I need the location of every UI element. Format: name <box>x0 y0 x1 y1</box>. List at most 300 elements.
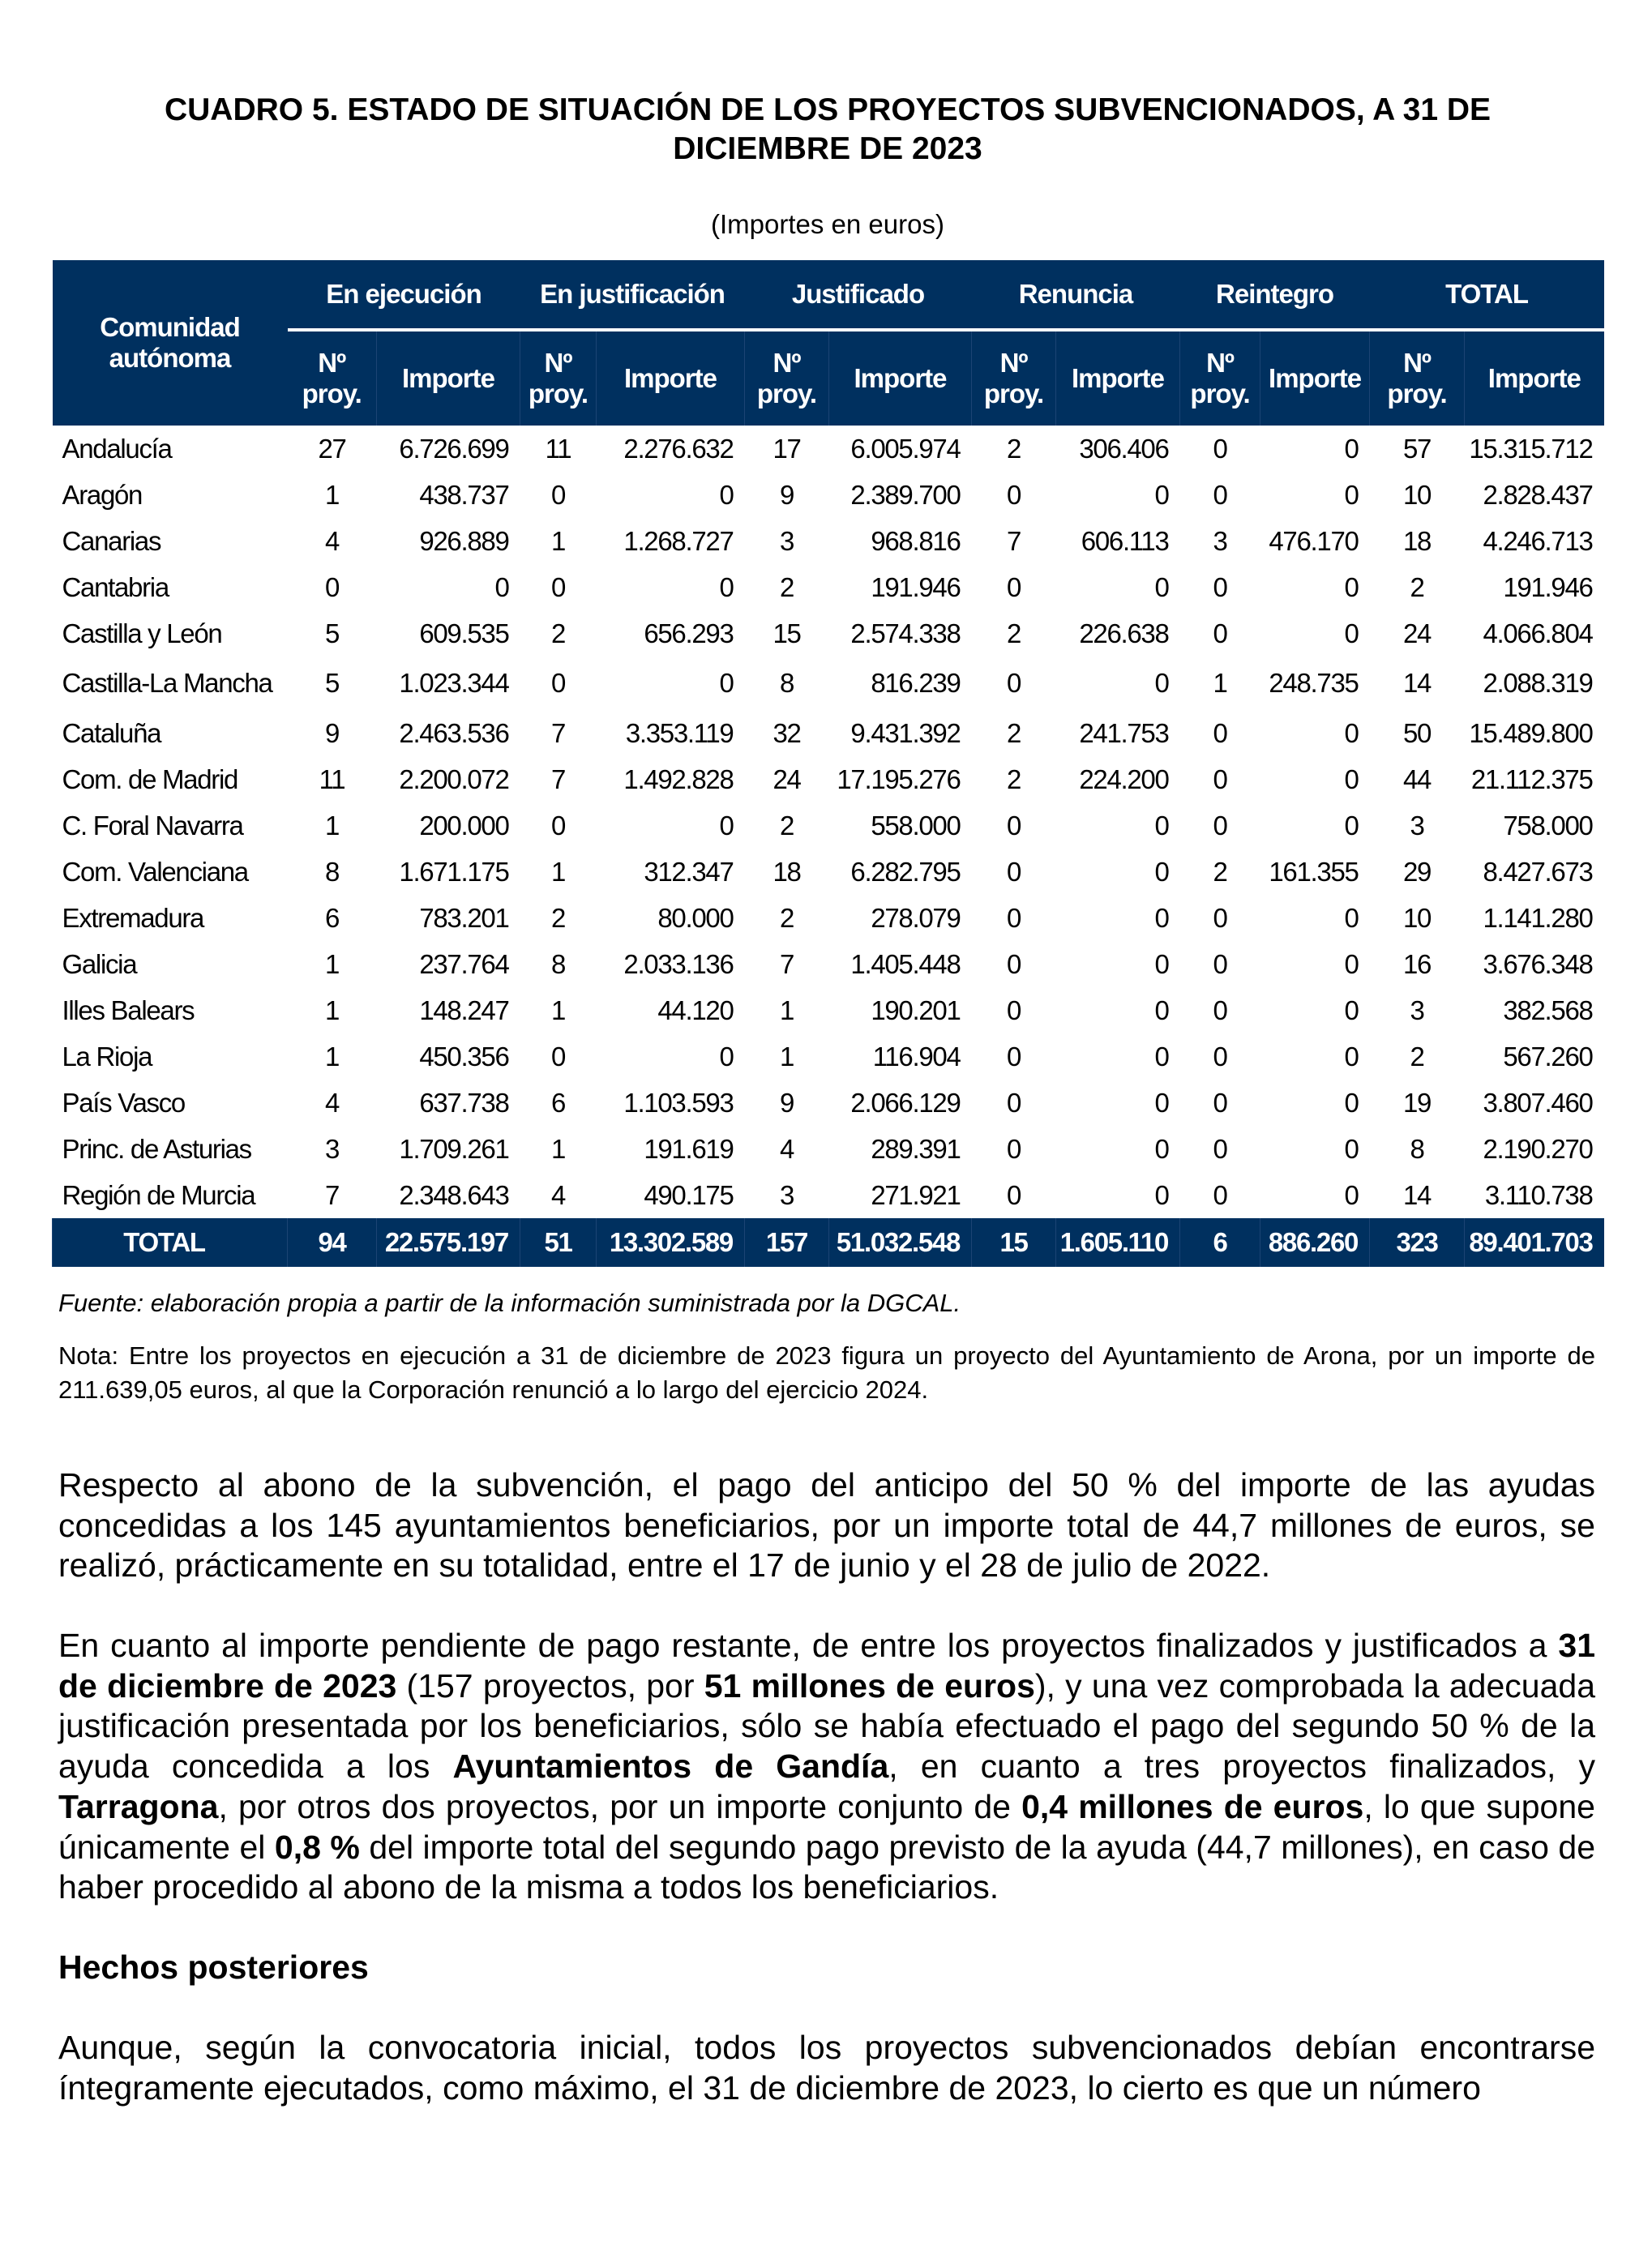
cell-num-projects: 3 <box>1213 525 1227 556</box>
cell-num-projects: 3 <box>779 525 794 556</box>
cell-num-projects: 1 <box>324 995 340 1025</box>
column-header-importe: Importe <box>1260 330 1370 426</box>
cell-importe: 0 <box>1344 1087 1359 1118</box>
cell-num-projects: 14 <box>1402 668 1432 698</box>
column-group-header: TOTAL <box>1370 260 1604 330</box>
cell-num-projects: 2 <box>550 902 566 933</box>
cell-num-projects: 94 <box>288 1218 377 1267</box>
column-group-header: Renuncia <box>972 260 1180 330</box>
cell-importe: 3.807.460 <box>1483 1087 1593 1118</box>
cell-importe: 312.347 <box>644 856 734 887</box>
column-header-importe: Importe <box>1056 330 1180 426</box>
cell-num-projects: 50 <box>1402 717 1432 748</box>
column-header-num-projects <box>520 330 597 426</box>
cell-importe: 783.201 <box>419 902 509 933</box>
cell-num-projects: 2 <box>550 618 566 648</box>
cell-importe: 3.676.348 <box>1483 948 1593 979</box>
cell-num-projects: 0 <box>1006 1133 1021 1164</box>
header-line: Nº <box>318 348 346 378</box>
cell-importe: 0 <box>719 571 734 602</box>
bold-text: Ayuntamientos de Gandía <box>452 1747 889 1786</box>
cell-importe: 148.247 <box>419 995 509 1025</box>
cell-comunidad: Princ. de Asturias <box>62 1133 251 1164</box>
header-line: Nº <box>544 348 572 378</box>
cell-num-projects: 0 <box>550 810 566 841</box>
bold-text: 31 de diciembre de 2023 <box>58 1627 1595 1705</box>
cell-num-projects: 5 <box>324 668 340 698</box>
paragraph-payment-advance: Respecto al abono de la subvención, el pago del anticipo del 50 % del importe de las ayudas concedidas a los 145 ayuntamientos beneficiarios, por un importe total de 44,7 millones de euros, se realizó, prácticamente en su totalidad, entre el 17 de junio y el 28 de julio de 2022. <box>58 1466 1595 1585</box>
cell-num-projects: 0 <box>1213 571 1227 602</box>
text-segment: del importe total del segundo pago previsto de la ayuda (44,7 millones), en caso de haber procedido al abono de la misma a todos los beneficiarios. <box>58 1828 1595 1906</box>
table-row <box>53 518 1604 564</box>
cell-num-projects: 0 <box>1213 810 1227 841</box>
cell-comunidad: Andalucía <box>62 433 172 464</box>
cell-num-projects: 1 <box>324 948 340 979</box>
cell-num-projects: 27 <box>318 433 346 464</box>
cell-importe: 567.260 <box>1503 1041 1593 1072</box>
cell-importe: 0 <box>1154 479 1169 510</box>
text-segment: (157 proyectos, por <box>396 1666 704 1705</box>
cell-num-projects: 3 <box>1410 995 1424 1025</box>
cell-importe: 1.492.828 <box>623 764 734 794</box>
cell-comunidad: Cantabria <box>62 571 169 602</box>
cell-num-projects: 5 <box>324 618 340 648</box>
table-title <box>52 91 1603 169</box>
cell-comunidad: Cataluña <box>62 717 161 748</box>
cell-num-projects: 9 <box>779 1087 794 1118</box>
column-header-num-projects <box>745 330 829 426</box>
bold-text: Tarragona <box>58 1787 219 1825</box>
bold-text: 0,4 millones de euros <box>1021 1787 1364 1825</box>
cell-num-projects: 4 <box>324 1087 340 1118</box>
cell-importe: 2.088.319 <box>1483 668 1593 698</box>
cell-num-projects: 0 <box>1213 1087 1227 1118</box>
cell-importe: 161.355 <box>1269 856 1359 887</box>
cell-num-projects: 8 <box>1410 1133 1424 1164</box>
cell-importe: 0 <box>1154 995 1169 1025</box>
cell-num-projects: 44 <box>1402 764 1432 794</box>
cell-num-projects: 2 <box>1213 856 1227 887</box>
paragraph-subsequent-events: Aunque, según la convocatoria inicial, todos los proyectos subvencionados debían encontrarse íntegramente ejecutados, como máximo, el 31 de diciembre de 2023, lo cierto es que un número <box>58 2029 1595 2107</box>
cell-importe: 51.032.548 <box>829 1218 972 1267</box>
cell-importe: 2.276.632 <box>623 433 734 464</box>
cell-importe: 3.110.738 <box>1484 1179 1593 1210</box>
cell-num-projects: 18 <box>1402 525 1432 556</box>
column-header-comunidad <box>53 260 288 426</box>
cell-comunidad: TOTAL <box>53 1218 288 1267</box>
cell-importe: 4.066.804 <box>1483 618 1593 648</box>
cell-importe: 0 <box>1344 618 1359 648</box>
cell-num-projects: 18 <box>773 856 801 887</box>
cell-num-projects: 16 <box>1402 948 1432 979</box>
cell-num-projects: 0 <box>550 1041 566 1072</box>
cell-importe: 758.000 <box>1503 810 1593 841</box>
header-line: Nº <box>999 348 1028 378</box>
cell-importe: 816.239 <box>871 668 961 698</box>
cell-num-projects: 24 <box>773 764 801 794</box>
cell-comunidad: Castilla y León <box>62 618 222 648</box>
cell-num-projects: 2 <box>1410 1041 1424 1072</box>
table-row <box>53 941 1604 987</box>
cell-num-projects: 29 <box>1402 856 1432 887</box>
cell-num-projects: 19 <box>1402 1087 1432 1118</box>
header-line: proy. <box>302 379 362 409</box>
cell-num-projects: 2 <box>1006 433 1021 464</box>
table-row <box>53 657 1604 710</box>
cell-importe: 968.816 <box>871 525 961 556</box>
cell-num-projects: 0 <box>550 668 566 698</box>
cell-importe: 9.431.392 <box>850 717 961 748</box>
cell-num-projects: 9 <box>779 479 794 510</box>
cell-importe: 271.921 <box>871 1179 961 1210</box>
cell-num-projects: 1 <box>779 995 794 1025</box>
cell-num-projects: 1 <box>550 1133 566 1164</box>
cell-importe: 241.753 <box>1079 717 1169 748</box>
cell-comunidad: Región de Murcia <box>62 1179 255 1210</box>
table-title-line-1: CUADRO 5. ESTADO DE SITUACIÓN DE LOS PROYECTOS SUBVENCIONADOS, A 31 DE <box>164 92 1492 127</box>
cell-num-projects: 10 <box>1402 902 1432 933</box>
cell-comunidad: País Vasco <box>62 1087 185 1118</box>
cell-importe: 0 <box>1344 948 1359 979</box>
cell-num-projects: 24 <box>1402 618 1432 648</box>
column-header-importe: Importe <box>829 330 972 426</box>
cell-importe: 1.268.727 <box>623 525 734 556</box>
cell-num-projects: 8 <box>324 856 340 887</box>
cell-importe: 191.619 <box>644 1133 734 1164</box>
cell-num-projects: 4 <box>779 1133 794 1164</box>
column-header-importe: Importe <box>1465 330 1604 426</box>
cell-comunidad: C. Foral Navarra <box>62 810 243 841</box>
cell-importe: 1.709.261 <box>399 1133 509 1164</box>
cell-num-projects: 1 <box>550 856 566 887</box>
cell-num-projects: 7 <box>324 1179 340 1210</box>
cell-importe: 17.195.276 <box>837 764 961 794</box>
cell-importe: 558.000 <box>871 810 961 841</box>
cell-num-projects: 6 <box>324 902 340 933</box>
cell-comunidad: Galicia <box>62 948 137 979</box>
cell-comunidad: Castilla-La Mancha <box>62 668 272 698</box>
header-line: Nº <box>773 348 801 378</box>
column-header-line: Comunidad <box>100 312 240 342</box>
header-line: proy. <box>528 379 588 409</box>
cell-importe: 609.535 <box>419 618 509 648</box>
cell-num-projects: 2 <box>1006 618 1021 648</box>
column-header-num-projects <box>1180 330 1260 426</box>
cell-num-projects: 1 <box>324 810 340 841</box>
text-segment: , en cuanto a tres proyectos finalizados, y <box>888 1747 1595 1786</box>
table-row <box>53 1172 1604 1218</box>
cell-num-projects: 2 <box>779 902 794 933</box>
cell-importe: 0 <box>1344 1041 1359 1072</box>
total-row <box>53 1218 1604 1267</box>
cell-num-projects: 0 <box>1213 618 1227 648</box>
cell-importe: 8.427.673 <box>1483 856 1593 887</box>
cell-importe: 0 <box>1154 571 1169 602</box>
cell-importe: 6.726.699 <box>399 433 509 464</box>
cell-importe: 886.260 <box>1260 1218 1370 1267</box>
cell-importe: 1.103.593 <box>623 1087 734 1118</box>
cell-comunidad: Aragón <box>62 479 143 510</box>
cell-num-projects: 0 <box>1006 1087 1021 1118</box>
cell-num-projects: 0 <box>1006 810 1021 841</box>
cell-num-projects: 0 <box>1006 479 1021 510</box>
cell-importe: 80.000 <box>657 902 734 933</box>
table-row <box>53 426 1604 472</box>
cell-importe: 656.293 <box>644 618 734 648</box>
cell-importe: 2.389.700 <box>850 479 961 510</box>
cell-importe: 4.246.713 <box>1483 525 1593 556</box>
cell-importe: 2.463.536 <box>399 717 509 748</box>
cell-importe: 0 <box>1154 1041 1169 1072</box>
cell-importe: 0 <box>719 479 734 510</box>
cell-num-projects: 3 <box>324 1133 340 1164</box>
cell-importe: 0 <box>719 810 734 841</box>
cell-num-projects: 7 <box>550 764 566 794</box>
cell-importe: 22.575.197 <box>377 1218 520 1267</box>
cell-importe: 224.200 <box>1079 764 1169 794</box>
table-row <box>53 895 1604 941</box>
cell-importe: 0 <box>1154 668 1169 698</box>
cell-comunidad: Extremadura <box>62 902 204 933</box>
cell-importe: 15.489.800 <box>1469 717 1593 748</box>
cell-comunidad: Illes Balears <box>62 995 195 1025</box>
cell-importe: 200.000 <box>419 810 509 841</box>
cell-comunidad: La Rioja <box>62 1041 152 1072</box>
cell-num-projects: 0 <box>1213 902 1227 933</box>
cell-importe: 116.904 <box>872 1041 961 1072</box>
cell-num-projects: 0 <box>550 479 566 510</box>
cell-importe: 6.005.974 <box>850 433 961 464</box>
cell-num-projects: 10 <box>1402 479 1432 510</box>
cell-num-projects: 2 <box>1410 571 1424 602</box>
cell-num-projects: 323 <box>1370 1218 1465 1267</box>
cell-num-projects: 11 <box>319 764 345 794</box>
cell-num-projects: 8 <box>779 668 794 698</box>
cell-importe: 0 <box>1344 571 1359 602</box>
cell-num-projects: 1 <box>550 995 566 1025</box>
cell-importe: 382.568 <box>1503 995 1593 1025</box>
cell-num-projects: 0 <box>1213 479 1227 510</box>
cell-num-projects: 0 <box>1006 995 1021 1025</box>
cell-importe: 289.391 <box>871 1133 961 1164</box>
cell-comunidad: Com. de Madrid <box>62 764 238 794</box>
cell-num-projects: 0 <box>1006 1041 1021 1072</box>
cell-num-projects: 4 <box>324 525 340 556</box>
text-segment: En cuanto al importe pendiente de pago restante, de entre los proyectos finalizados y justificados a <box>58 1627 1559 1664</box>
cell-importe: 15.315.712 <box>1469 433 1593 464</box>
paragraph-pending-payment <box>58 1626 1595 1908</box>
cell-num-projects: 15 <box>773 618 801 648</box>
footnote: Nota: Entre los proyectos en ejecución a 31 de diciembre de 2023 figura un proyecto del Ayuntamiento de Arona, por un importe de 211.639,05 euros, al que la Corporación renunció a lo largo del ejercicio 2024. <box>58 1341 1595 1404</box>
cell-num-projects: 1 <box>779 1041 794 1072</box>
cell-importe: 0 <box>1154 1087 1169 1118</box>
column-group-header: En justificación <box>520 260 745 330</box>
cell-importe: 191.946 <box>871 571 961 602</box>
cell-comunidad: Canarias <box>62 525 161 556</box>
cell-importe: 44.120 <box>657 995 734 1025</box>
cell-num-projects: 57 <box>1402 433 1432 464</box>
cell-importe: 2.033.136 <box>623 948 734 979</box>
table-row <box>53 710 1604 756</box>
cell-importe: 0 <box>1154 1179 1169 1210</box>
cell-num-projects: 0 <box>1213 995 1227 1025</box>
cell-num-projects: 7 <box>779 948 794 979</box>
projects-table <box>52 260 1604 1267</box>
text-segment: , lo que supone únicamente el <box>58 1787 1595 1866</box>
bold-text: 0,8 % <box>274 1828 360 1866</box>
cell-importe: 89.401.703 <box>1465 1218 1604 1267</box>
cell-num-projects: 3 <box>779 1179 794 1210</box>
cell-num-projects: 6 <box>550 1087 566 1118</box>
cell-importe: 306.406 <box>1079 433 1169 464</box>
cell-num-projects: 51 <box>520 1218 597 1267</box>
cell-importe: 248.735 <box>1269 668 1359 698</box>
cell-importe: 0 <box>494 571 509 602</box>
table-row <box>53 1080 1604 1126</box>
cell-num-projects: 0 <box>1213 1179 1227 1210</box>
table-subtitle: (Importes en euros) <box>711 209 944 239</box>
cell-importe: 490.175 <box>644 1179 734 1210</box>
cell-importe: 0 <box>1344 995 1359 1025</box>
section-heading: Hechos posteriores <box>58 1948 369 1986</box>
cell-importe: 0 <box>1154 856 1169 887</box>
column-header-num-projects <box>972 330 1056 426</box>
table-row <box>53 849 1604 895</box>
cell-num-projects: 0 <box>1006 668 1021 698</box>
cell-num-projects: 0 <box>1006 1179 1021 1210</box>
cell-num-projects: 2 <box>779 810 794 841</box>
cell-num-projects: 14 <box>1402 1179 1432 1210</box>
cell-importe: 438.737 <box>419 479 509 510</box>
cell-importe: 637.738 <box>419 1087 509 1118</box>
cell-num-projects: 7 <box>550 717 566 748</box>
cell-num-projects: 0 <box>1006 571 1021 602</box>
cell-num-projects: 32 <box>773 717 801 748</box>
cell-importe: 926.889 <box>419 525 509 556</box>
cell-importe: 0 <box>1154 810 1169 841</box>
cell-importe: 226.638 <box>1079 618 1169 648</box>
table-title-line-2: DICIEMBRE DE 2023 <box>673 131 982 166</box>
header-line: proy. <box>756 379 817 409</box>
table-row <box>53 1126 1604 1172</box>
cell-num-projects: 157 <box>745 1218 829 1267</box>
column-header-importe: Importe <box>377 330 520 426</box>
column-header-importe: Importe <box>597 330 745 426</box>
cell-importe: 2.574.338 <box>850 618 961 648</box>
cell-importe: 190.201 <box>871 995 961 1025</box>
cell-importe: 2.828.437 <box>1483 479 1593 510</box>
cell-num-projects: 17 <box>773 433 801 464</box>
cell-importe: 1.605.110 <box>1056 1218 1180 1267</box>
cell-importe: 2.200.072 <box>399 764 509 794</box>
cell-importe: 1.671.175 <box>399 856 509 887</box>
cell-importe: 0 <box>1154 1133 1169 1164</box>
cell-importe: 0 <box>1344 1179 1359 1210</box>
cell-num-projects: 8 <box>550 948 566 979</box>
cell-num-projects: 0 <box>1213 948 1227 979</box>
cell-num-projects: 3 <box>1410 810 1424 841</box>
cell-importe: 0 <box>1344 902 1359 933</box>
cell-importe: 0 <box>1154 902 1169 933</box>
table-row <box>53 987 1604 1033</box>
table-row <box>53 802 1604 849</box>
column-group-header: Justificado <box>745 260 972 330</box>
header-line: proy. <box>983 379 1044 409</box>
table-row <box>53 472 1604 518</box>
cell-importe: 0 <box>1344 810 1359 841</box>
cell-num-projects: 0 <box>1006 948 1021 979</box>
bold-text: 51 millones de euros <box>704 1666 1035 1705</box>
cell-num-projects: 2 <box>1006 717 1021 748</box>
cell-num-projects: 0 <box>324 571 340 602</box>
text-segment: , por otros dos proyectos, por un importe conjunto de <box>218 1787 1022 1825</box>
cell-importe: 0 <box>1344 717 1359 748</box>
table-row <box>53 756 1604 802</box>
cell-num-projects: 0 <box>1213 1041 1227 1072</box>
header-line: Nº <box>1206 348 1234 378</box>
cell-num-projects: 0 <box>1213 717 1227 748</box>
text-segment: ), y una vez comprobada la adecuada justificación presentada por los beneficiarios, sólo se había efectuado el pago del segundo 50 % de la ayuda concedida a los <box>58 1666 1595 1786</box>
table-row <box>53 610 1604 657</box>
cell-num-projects: 0 <box>1213 764 1227 794</box>
cell-importe: 278.079 <box>871 902 961 933</box>
cell-num-projects: 11 <box>545 433 571 464</box>
cell-importe: 191.946 <box>1503 571 1593 602</box>
header-line: proy. <box>1387 379 1447 409</box>
cell-importe: 0 <box>1344 479 1359 510</box>
table-row <box>53 564 1604 610</box>
cell-importe: 0 <box>719 1041 734 1072</box>
column-header-num-projects <box>1370 330 1465 426</box>
cell-importe: 237.764 <box>419 948 509 979</box>
cell-num-projects: 7 <box>1006 525 1021 556</box>
cell-num-projects: 0 <box>1213 433 1227 464</box>
column-header-num-projects <box>288 330 377 426</box>
cell-num-projects: 1 <box>1213 668 1227 698</box>
cell-num-projects: 0 <box>1006 856 1021 887</box>
column-header-line: autónoma <box>109 343 231 373</box>
cell-importe: 1.023.344 <box>399 668 509 698</box>
cell-num-projects: 15 <box>972 1218 1056 1267</box>
cell-num-projects: 1 <box>324 479 340 510</box>
cell-importe: 0 <box>1344 1133 1359 1164</box>
cell-importe: 450.356 <box>419 1041 509 1072</box>
column-group-header: En ejecución <box>288 260 520 330</box>
cell-num-projects: 1 <box>324 1041 340 1072</box>
cell-importe: 476.170 <box>1269 525 1359 556</box>
cell-importe: 606.113 <box>1081 525 1169 556</box>
cell-importe: 3.353.119 <box>625 717 734 748</box>
cell-importe: 6.282.795 <box>850 856 961 887</box>
cell-num-projects: 1 <box>550 525 566 556</box>
cell-importe: 21.112.375 <box>1470 764 1593 794</box>
table-row <box>53 1033 1604 1080</box>
cell-num-projects: 0 <box>1006 902 1021 933</box>
cell-importe: 0 <box>1344 433 1359 464</box>
cell-importe: 2.190.270 <box>1483 1133 1593 1164</box>
cell-importe: 2.348.643 <box>399 1179 509 1210</box>
source-note: Fuente: elaboración propia a partir de la información suministrada por la DGCAL. <box>58 1289 961 1317</box>
cell-num-projects: 4 <box>550 1179 566 1210</box>
column-group-header: Reintegro <box>1180 260 1370 330</box>
cell-num-projects: 0 <box>1213 1133 1227 1164</box>
cell-importe: 0 <box>1344 764 1359 794</box>
header-line: Nº <box>1403 348 1431 378</box>
cell-importe: 1.141.280 <box>1483 902 1593 933</box>
cell-importe: 13.302.589 <box>597 1218 745 1267</box>
cell-importe: 0 <box>1154 948 1169 979</box>
cell-num-projects: 2 <box>1006 764 1021 794</box>
